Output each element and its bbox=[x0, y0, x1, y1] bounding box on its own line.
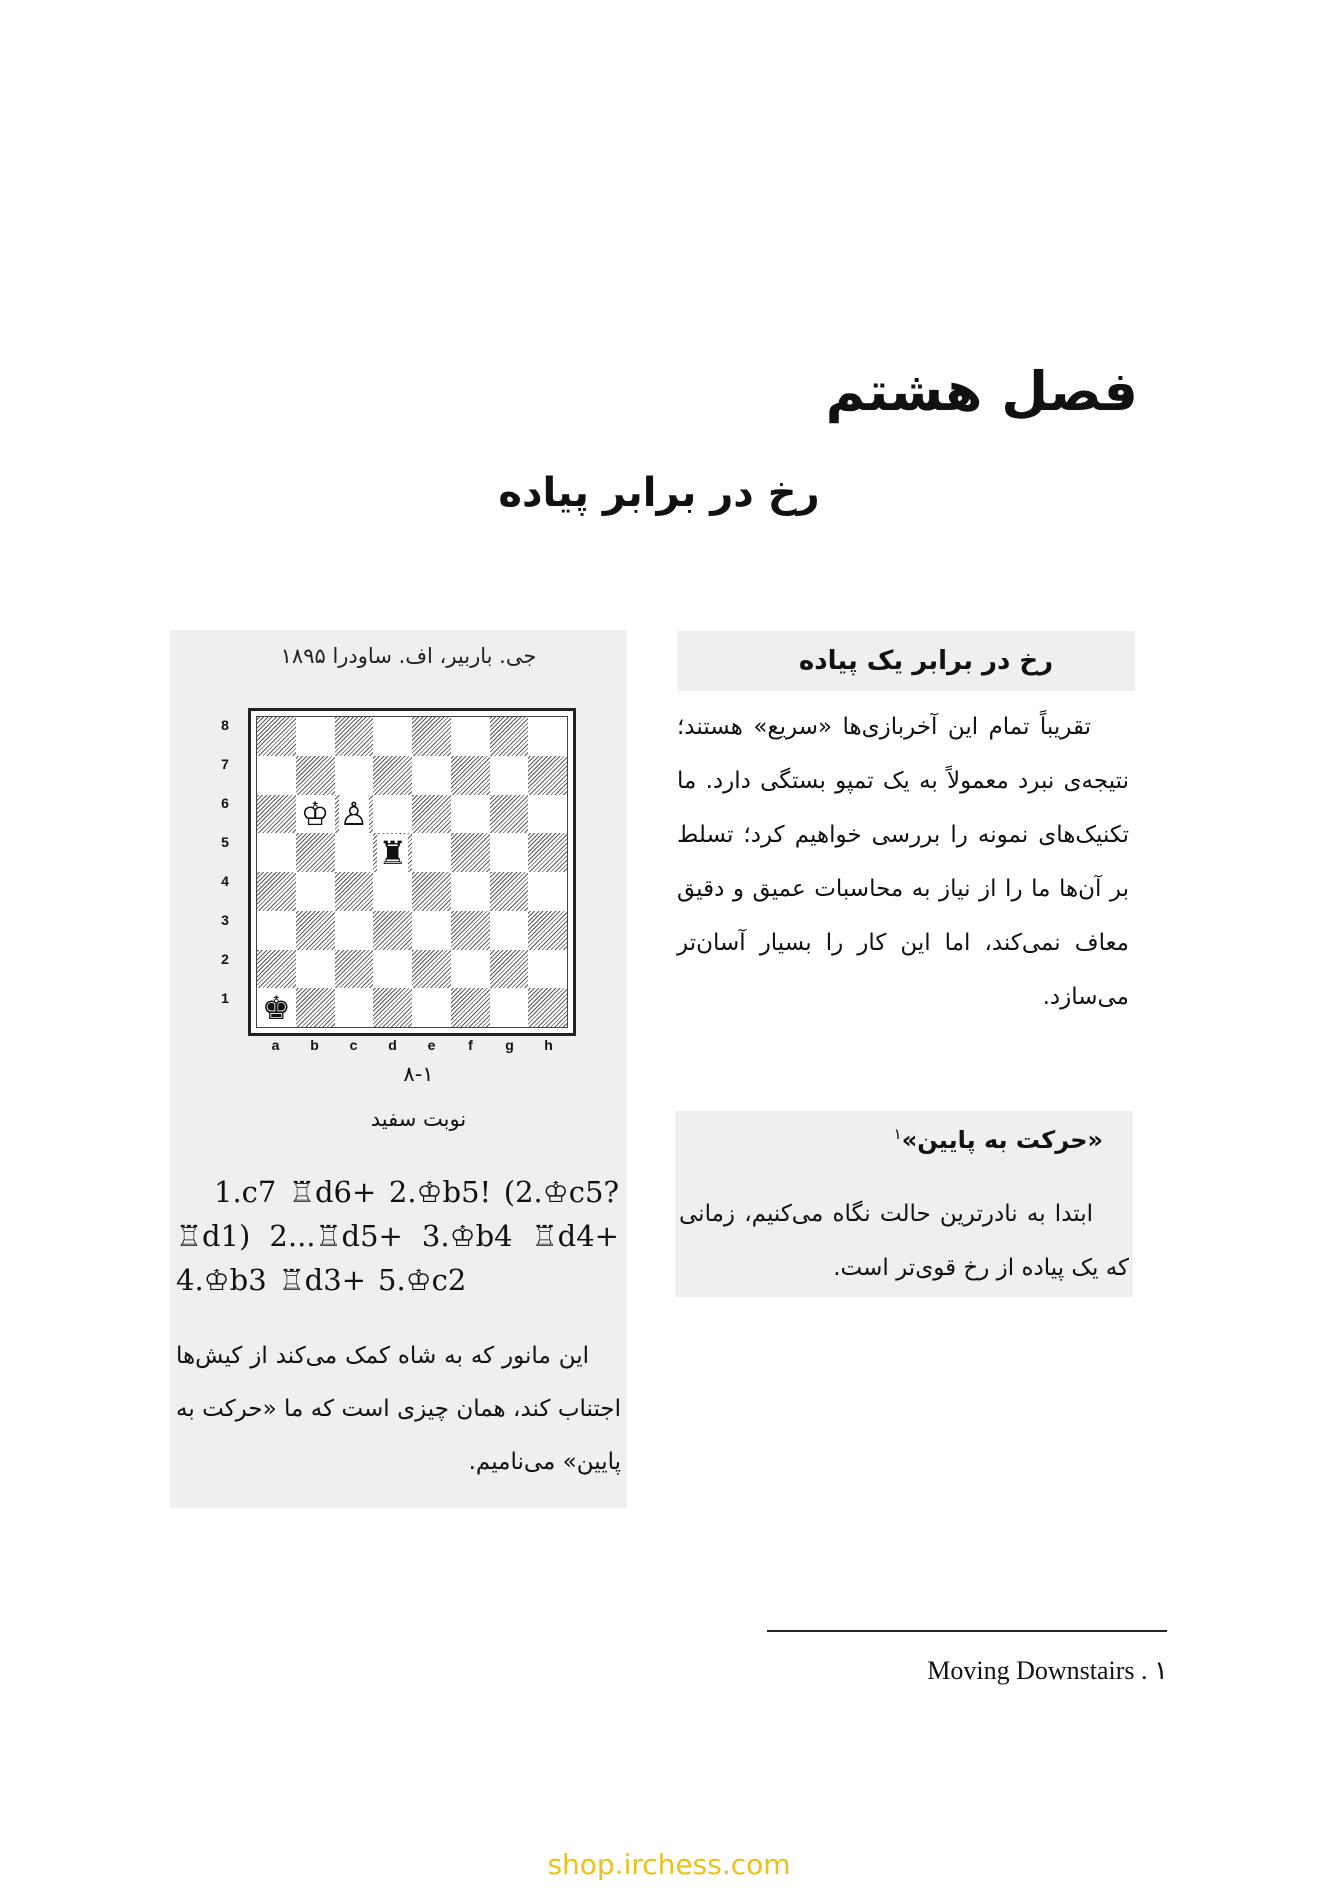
square-f7 bbox=[451, 756, 490, 795]
move: 3.♔b4 bbox=[421, 1219, 513, 1253]
square-e6 bbox=[412, 795, 451, 834]
square-f3 bbox=[451, 911, 490, 950]
square-b2 bbox=[296, 950, 335, 989]
diagram-number: ۸-۱ bbox=[403, 1062, 434, 1086]
rank-label: 8 bbox=[221, 717, 229, 733]
square-d3 bbox=[373, 911, 412, 950]
move: 2...♖d5+ bbox=[269, 1219, 403, 1253]
diagram-caption: نوبت سفید bbox=[370, 1107, 467, 1131]
move-notation bbox=[176, 1170, 619, 1302]
move: 5.♔c2 bbox=[378, 1263, 467, 1297]
square-h2 bbox=[528, 950, 567, 989]
square-b8 bbox=[296, 717, 335, 756]
square-d1 bbox=[373, 988, 412, 1027]
move-line bbox=[176, 1258, 619, 1302]
move: 4.♔b3 bbox=[176, 1263, 267, 1297]
footnote-rule bbox=[767, 1630, 1167, 1632]
diagram-source: جی. باربیر، اف. ساودرا ۱۸۹۵ bbox=[280, 644, 537, 668]
square-b5 bbox=[296, 833, 335, 872]
square-e4 bbox=[412, 872, 451, 911]
rank-label: 1 bbox=[221, 990, 229, 1006]
square-h8 bbox=[528, 717, 567, 756]
square-d4 bbox=[373, 872, 412, 911]
watermark: shop.irchess.com bbox=[547, 1848, 791, 1881]
square-h5 bbox=[528, 833, 567, 872]
move: (2.♔c5? bbox=[503, 1175, 619, 1209]
square-a6 bbox=[257, 795, 296, 834]
black-king-icon: ♚ bbox=[262, 988, 291, 1027]
move-line bbox=[176, 1214, 619, 1258]
square-f2 bbox=[451, 950, 490, 989]
file-label: f bbox=[468, 1037, 473, 1053]
file-label: a bbox=[271, 1037, 280, 1053]
square-e7 bbox=[412, 756, 451, 795]
move: 2.♔b5! bbox=[388, 1175, 492, 1209]
square-g3 bbox=[490, 911, 529, 950]
move: ♖d4+ bbox=[531, 1219, 619, 1253]
square-a7 bbox=[257, 756, 296, 795]
rank-label: 2 bbox=[221, 951, 229, 967]
chapter-subtitle: رخ در برابر پیاده bbox=[498, 470, 820, 516]
rank-label: 4 bbox=[221, 873, 229, 889]
square-c5 bbox=[335, 833, 374, 872]
square-f4 bbox=[451, 872, 490, 911]
rank-label: 7 bbox=[221, 756, 229, 772]
square-b1 bbox=[296, 988, 335, 1027]
square-e5 bbox=[412, 833, 451, 872]
diagram-panel bbox=[170, 630, 627, 1508]
square-b7 bbox=[296, 756, 335, 795]
square-e2 bbox=[412, 950, 451, 989]
square-f1 bbox=[451, 988, 490, 1027]
square-c6 bbox=[335, 795, 374, 834]
square-g2 bbox=[490, 950, 529, 989]
square-c3 bbox=[335, 911, 374, 950]
square-f5 bbox=[451, 833, 490, 872]
subsection-heading bbox=[894, 1125, 1103, 1154]
move: ♖d3+ bbox=[278, 1263, 366, 1297]
board-frame bbox=[248, 708, 576, 1036]
square-b3 bbox=[296, 911, 335, 950]
square-g4 bbox=[490, 872, 529, 911]
square-a4 bbox=[257, 872, 296, 911]
footnote: Moving Downstairs . ۱ bbox=[927, 1656, 1168, 1685]
square-h7 bbox=[528, 756, 567, 795]
square-d5 bbox=[373, 833, 412, 872]
file-label: b bbox=[310, 1037, 319, 1053]
move: ♖d6+ bbox=[288, 1175, 377, 1209]
square-d2 bbox=[373, 950, 412, 989]
move-line bbox=[176, 1170, 619, 1214]
square-a8 bbox=[257, 717, 296, 756]
square-e1 bbox=[412, 988, 451, 1027]
square-a3 bbox=[257, 911, 296, 950]
square-g7 bbox=[490, 756, 529, 795]
square-g5 bbox=[490, 833, 529, 872]
square-f8 bbox=[451, 717, 490, 756]
square-h3 bbox=[528, 911, 567, 950]
subsection-body: ابتدا به نادرترین حالت نگاه می‌کنیم، زمانی که یک پیاده از رخ قوی‌تر است. bbox=[679, 1201, 1129, 1281]
square-d7 bbox=[373, 756, 412, 795]
move: ♖d1) bbox=[176, 1219, 251, 1253]
rank-label: 5 bbox=[221, 834, 229, 850]
square-h1 bbox=[528, 988, 567, 1027]
file-label: c bbox=[349, 1037, 358, 1053]
black-rook-icon: ♜ bbox=[378, 833, 407, 872]
white-king-icon: ♔ bbox=[300, 794, 330, 833]
file-label: e bbox=[427, 1037, 436, 1053]
section-heading: رخ در برابر یک پیاده bbox=[677, 631, 1135, 691]
chess-diagram bbox=[216, 685, 556, 1065]
subsection-heading-text: «حرکت به پایین» bbox=[901, 1126, 1103, 1154]
square-c2 bbox=[335, 950, 374, 989]
square-d8 bbox=[373, 717, 412, 756]
diagram-explanation: این مانور که به شاه کمک می‌کند از کیش‌ها اجتناب کند، همان چیزی است که ما «حرکت به پایین» می‌نامیم. bbox=[176, 1343, 621, 1475]
file-label: g bbox=[505, 1037, 514, 1053]
square-b4 bbox=[296, 872, 335, 911]
file-label: h bbox=[544, 1037, 553, 1053]
square-g8 bbox=[490, 717, 529, 756]
chess-board bbox=[256, 716, 568, 1028]
chapter-title: فصل هشتم bbox=[825, 360, 1138, 423]
square-c8 bbox=[335, 717, 374, 756]
square-c4 bbox=[335, 872, 374, 911]
section-body: تقریباً تمام این آخربازی‌ها «سریع» هستند؛ نتیجه‌ی نبرد معمولاً به یک تمپو بستگی دارد. ما تکنیک‌های نمونه را بررسی خواهیم کرد؛ تسلط بر آن‌ها ما را از نیاز به محاسبات عمیق و دقیق معاف نمی‌کند، اما این کار را بسیار آسان‌تر می‌سازد. bbox=[677, 714, 1129, 1010]
square-c1 bbox=[335, 988, 374, 1027]
square-f6 bbox=[451, 795, 490, 834]
square-g6 bbox=[490, 795, 529, 834]
square-h6 bbox=[528, 795, 567, 834]
subsection-panel bbox=[675, 1111, 1133, 1297]
footnote-mark: ۱ bbox=[893, 1125, 902, 1143]
file-labels bbox=[256, 1037, 568, 1059]
white-pawn-icon: ♙ bbox=[339, 794, 369, 833]
rank-label: 6 bbox=[221, 795, 229, 811]
square-e8 bbox=[412, 717, 451, 756]
square-h4 bbox=[528, 872, 567, 911]
rank-label: 3 bbox=[221, 912, 229, 928]
square-a2 bbox=[257, 950, 296, 989]
square-d6 bbox=[373, 795, 412, 834]
square-b6 bbox=[296, 795, 335, 834]
square-c7 bbox=[335, 756, 374, 795]
square-a1 bbox=[257, 988, 296, 1027]
square-e3 bbox=[412, 911, 451, 950]
move: 1.c7 bbox=[214, 1175, 277, 1209]
square-g1 bbox=[490, 988, 529, 1027]
file-label: d bbox=[388, 1037, 397, 1053]
square-a5 bbox=[257, 833, 296, 872]
